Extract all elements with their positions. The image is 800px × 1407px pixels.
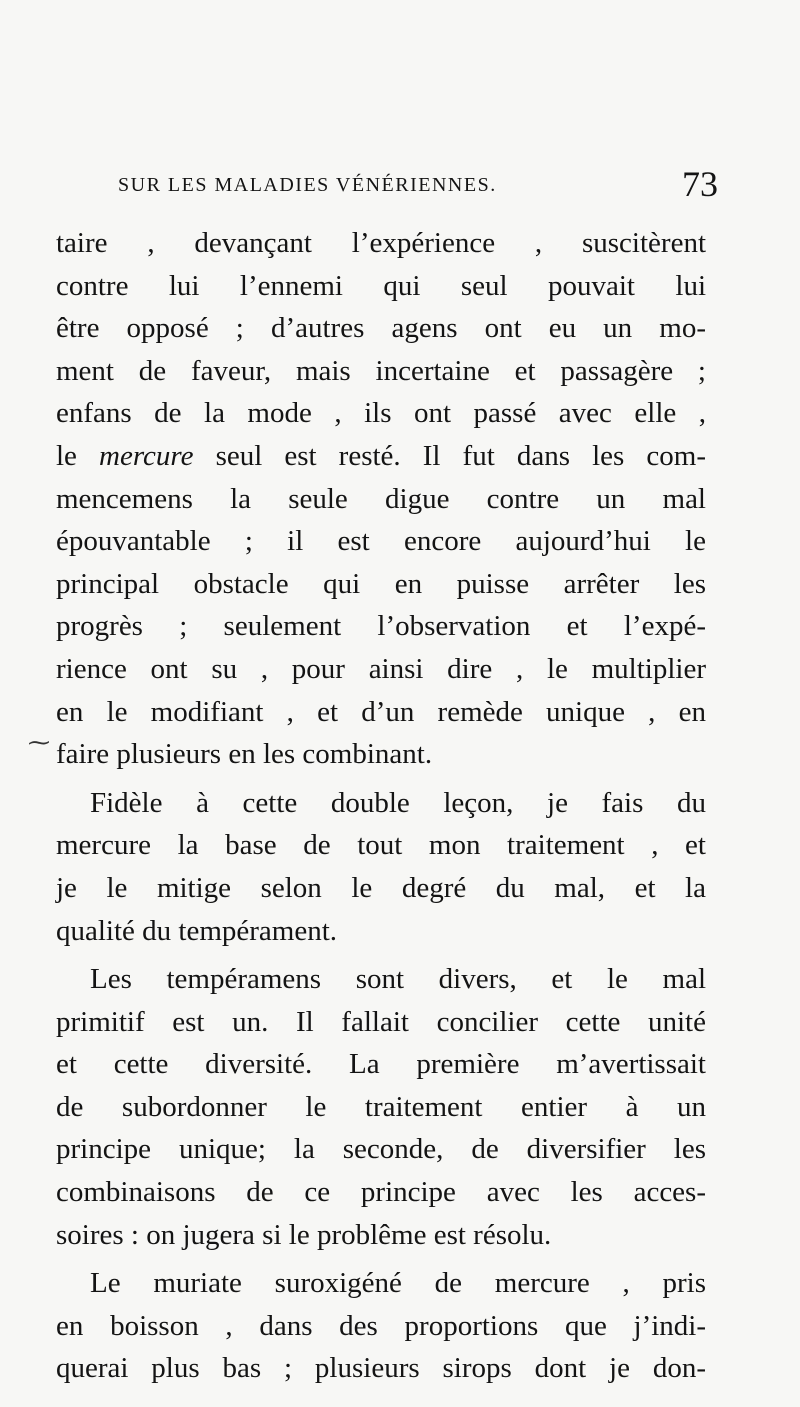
text-line: enfans de la mode , ils ont passé avec elle ,: [56, 397, 706, 430]
text-line: progrès ; seulement l’observation et l’expé-: [56, 610, 706, 643]
text-line: Le muriate suroxigéné de mercure , pris: [90, 1267, 706, 1300]
text-line: ment de faveur, mais incertaine et passagère ;: [56, 354, 706, 387]
paragraph: [56, 222, 706, 776]
text-line: être opposé ; d’autres agens ont eu un mo-: [56, 312, 706, 345]
text-line: épouvantable ; il est encore aujourd’hui le: [56, 525, 706, 558]
page-number: 73: [682, 164, 718, 204]
text-line: et cette diversité. La première m’avertissait: [56, 1048, 706, 1081]
body-text: [56, 222, 706, 1390]
page-header: [118, 166, 718, 206]
text-line: rience ont su , pour ainsi dire , le multiplier: [56, 652, 706, 685]
text-line: Fidèle à cette double leçon, je fais du: [90, 786, 706, 819]
text-line: principe unique; la seconde, de diversifier les: [56, 1133, 706, 1166]
text-line: principal obstacle qui en puisse arrêter les: [56, 567, 706, 600]
text-line: combinaisons de ce principe avec les acces-: [56, 1176, 706, 1209]
text-line: soires : on jugera si le problême est résolu.: [56, 1218, 552, 1251]
text-line: taire , devançant l’expérience , suscitèrent: [56, 227, 706, 259]
text-line: Les tempéramens sont divers, et le mal: [90, 963, 706, 996]
italic-word: mercure: [99, 439, 194, 472]
text-line: querai plus bas ; plusieurs sirops dont je don-: [56, 1352, 706, 1385]
paragraph: [56, 958, 706, 1256]
text-line: mencemens la seule digue contre un mal: [56, 482, 706, 515]
text-line: primitif est un. Il fallait concilier cette unité: [56, 1005, 706, 1038]
margin-mark: ⁓: [28, 730, 50, 755]
text-line: contre lui l’ennemi qui seul pouvait lui: [56, 269, 706, 302]
running-head: SUR LES MALADIES VÉNÉRIENNES.: [118, 174, 497, 196]
paragraph: [56, 782, 706, 952]
text-run: le: [56, 439, 100, 472]
text-line: [56, 435, 706, 478]
text-line: en le modifiant , et d’un remède unique , en: [56, 695, 706, 728]
text-line: mercure la base de tout mon traitement , et: [56, 829, 706, 862]
text-line: faire plusieurs en les combinant.: [56, 738, 433, 771]
text-line: de subordonner le traitement entier à un: [56, 1090, 706, 1123]
text-run: seul est resté. Il fut dans les com-: [193, 439, 706, 472]
text-line: je le mitige selon le degré du mal, et la: [56, 871, 706, 904]
text-line: en boisson , dans des proportions que j’indi-: [56, 1309, 706, 1342]
text-line: qualité du tempérament.: [56, 914, 338, 947]
paragraph: [56, 1262, 706, 1390]
